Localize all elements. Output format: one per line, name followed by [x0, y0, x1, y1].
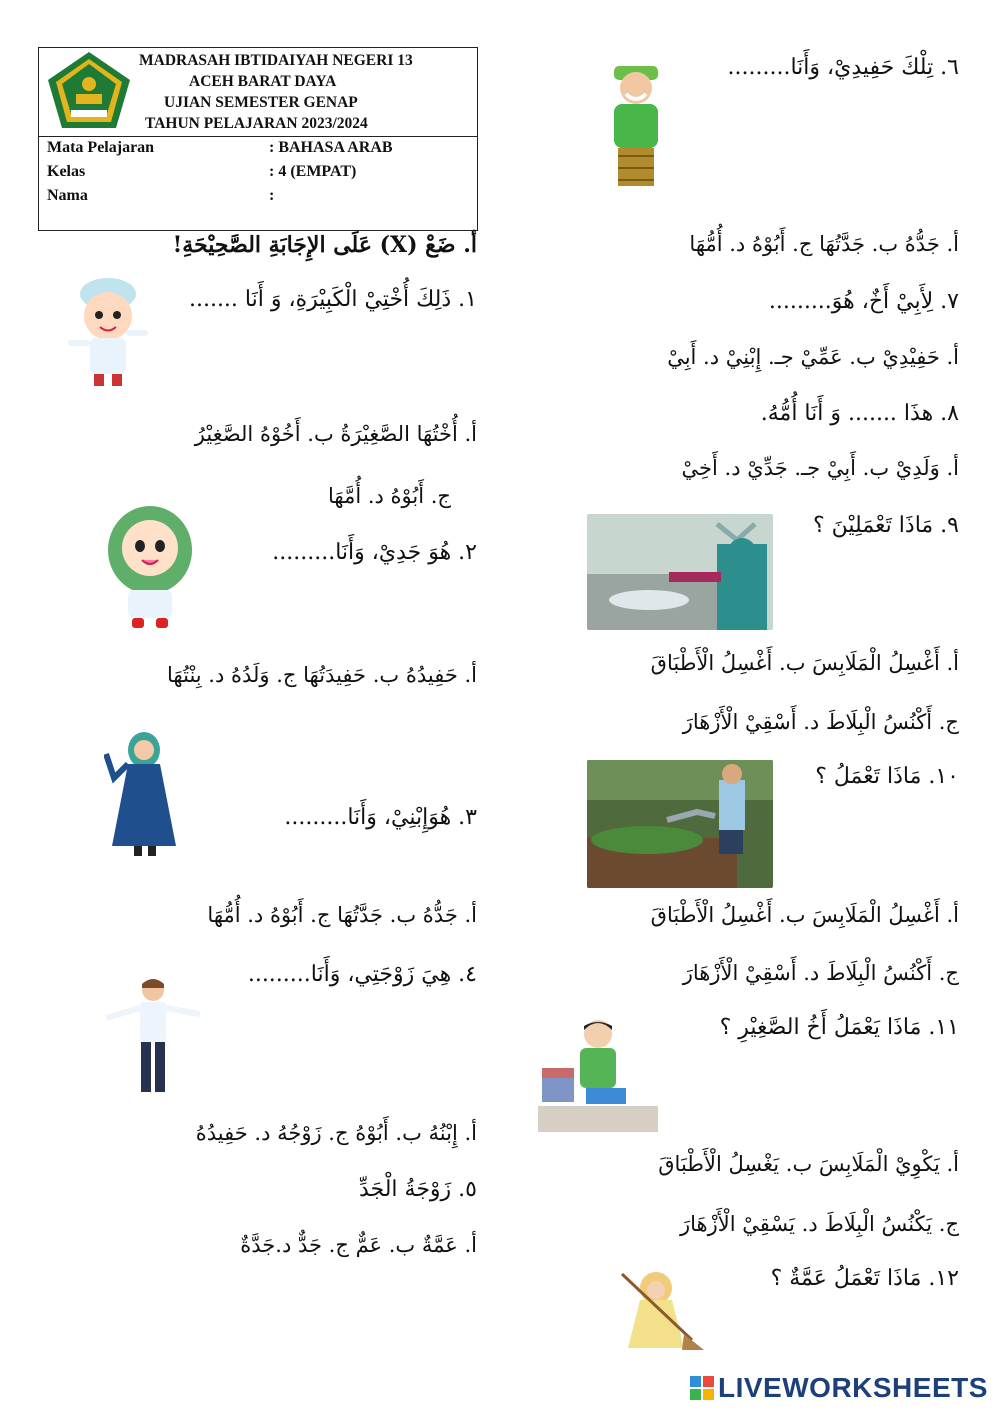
question-3: ٣. هُوَإِبْنِيْ، وَأَنَا.........	[284, 805, 477, 830]
q4-options: أ. إِبْنُهُ ب. أَبُوْهُ ج. زَوْجُهُ د. حَفِيدُهُ	[195, 1121, 477, 1145]
field-label-subject: Mata Pelajaran	[47, 139, 155, 156]
washing-dishes-photo-icon	[587, 514, 773, 630]
question-1: ١. ذَلِكَ أُخْتِيْ الْكَبِيْرَةِ، وَ أَنَا .......	[188, 287, 477, 312]
instruction: أ. ضَعْ (X) عَلَى الإِجَابَةِ الصَّحِيْحَةِ!	[172, 232, 477, 258]
liveworksheets-brand[interactable]: LIVEWORKSHEETS	[718, 1372, 988, 1403]
field-value-class: : 4 (EMPAT)	[269, 163, 357, 180]
q9-options-line2: ج. أَكْنُسُ الْبِلَاطَ د. أَسْقِيْ الْأَزْهَارَ	[682, 710, 959, 734]
watering-plants-photo-icon	[587, 760, 773, 888]
field-value-subject: : BAHASA ARAB	[269, 139, 393, 156]
question-8: ٨. هذَا ....... وَ أَنَا أُمُّهُ.	[760, 401, 959, 426]
question-10: ١٠. مَاذَا تَعْمَلُ ؟	[815, 764, 959, 789]
question-12: ١٢. مَاذَا تَعْمَلُ عَمَّةٌ ؟	[770, 1266, 959, 1291]
q1-options-line1: أ. أُخْتُهَا الصَّغِيْرَةُ ب. أَخُوْهُ الصَّغِيْرُ	[194, 422, 477, 446]
field-label-name: Nama	[47, 187, 88, 204]
question-7: ٧. لِأَبِيْ أَخٌ، هُوَ.........	[768, 289, 959, 314]
exam-title: UJIAN SEMESTER GENAP	[164, 94, 358, 111]
kemenag-logo-icon	[46, 50, 132, 132]
header-divider	[39, 136, 477, 137]
boy-cap-illustration-icon	[62, 272, 154, 390]
boy-ironing-illustration-icon	[534, 1018, 662, 1134]
q11-options-line2: ج. يَكْنُسُ الْبِلَاطَ د. يَسْقِيْ الْأَزْهَارَ	[680, 1212, 959, 1236]
liveworksheets-logo-icon	[690, 1376, 714, 1400]
q9-options-line1: أ. أَغْسِلُ الْمَلَابِسَ ب. أَغْسِلُ الْأَطْبَاقَ	[650, 651, 959, 675]
header-box	[38, 47, 478, 231]
school-region: ACEH BARAT DAYA	[189, 73, 337, 90]
q10-options-line1: أ. أَغْسِلُ الْمَلَابِسَ ب. أَغْسِلُ الْأَطْبَاقَ	[650, 903, 959, 927]
q7-options: أ. حَفِيْدِيْ ب. عَمِّيْ جـ. إِبْنِيْ د. أَبِيْ	[667, 345, 959, 369]
school-name: MADRASAH IBTIDAIYAH NEGERI 13	[139, 52, 413, 69]
question-2: ٢. هُوَ جَدِيْ، وَأَنَا.........	[272, 540, 477, 565]
question-5: ٥. زَوْجَةُ الْجَدِّ	[358, 1177, 477, 1202]
man-illustration-icon	[102, 976, 204, 1098]
question-9: ٩. مَاذَا تَعْمَلِيْنَ ؟	[813, 513, 959, 538]
q3-options: أ. جَدُّهُ ب. جَدَّتُهَا ج. أَبُوْهُ د. أُمُّهَا	[207, 903, 477, 927]
q11-options-line1: أ. يَكْوِيْ الْمَلَابِسَ ب. يَغْسِلُ الْأَطْبَاقَ	[658, 1152, 959, 1176]
q8-options: أ. وَلَدِيْ ب. أَبِيْ جـ. جَدِّيْ د. أَخِيْ	[681, 456, 959, 480]
q2-options: أ. حَفِيدُهُ ب. حَفِيدَتُهَا ج. وَلَدُهُ د. بِنْتُهَا	[167, 663, 477, 687]
field-value-name: :	[269, 187, 275, 204]
q1-options-line2: ج. أَبُوْهُ د. أُمَّهَا	[328, 484, 451, 508]
question-11: ١١. مَاذَا يَعْمَلُ أَخُ الصَّغِيْرِ ؟	[719, 1015, 959, 1040]
academic-year: TAHUN PELAJARAN 2023/2024	[145, 115, 368, 132]
girl-hijab-illustration-icon	[98, 502, 202, 632]
grandfather-illustration-icon	[600, 64, 672, 192]
q6-options: أ. جَدُّهُ ب. جَدَّتُهَا ج. أَبُوْهُ د. أُمُّهَا	[689, 232, 959, 256]
question-6: ٦. تِلْكَ حَفِيدِيْ، وَأَنَا.........	[727, 55, 959, 80]
question-4: ٤. هِيَ زَوْجَتِي، وَأَنَا.........	[247, 962, 477, 987]
field-label-class: Kelas	[47, 163, 86, 180]
q10-options-line2: ج. أَكْنُسُ الْبِلَاطَ د. أَسْقِيْ الْأَزْهَارَ	[682, 961, 959, 985]
q5-options: أ. عَمَّةٌ ب. عَمٌّ ج. جَدٌّ د.جَدَّةٌ	[240, 1233, 477, 1257]
woman-hijab-illustration-icon	[104, 728, 184, 858]
woman-sweeping-illustration-icon	[612, 1270, 708, 1350]
